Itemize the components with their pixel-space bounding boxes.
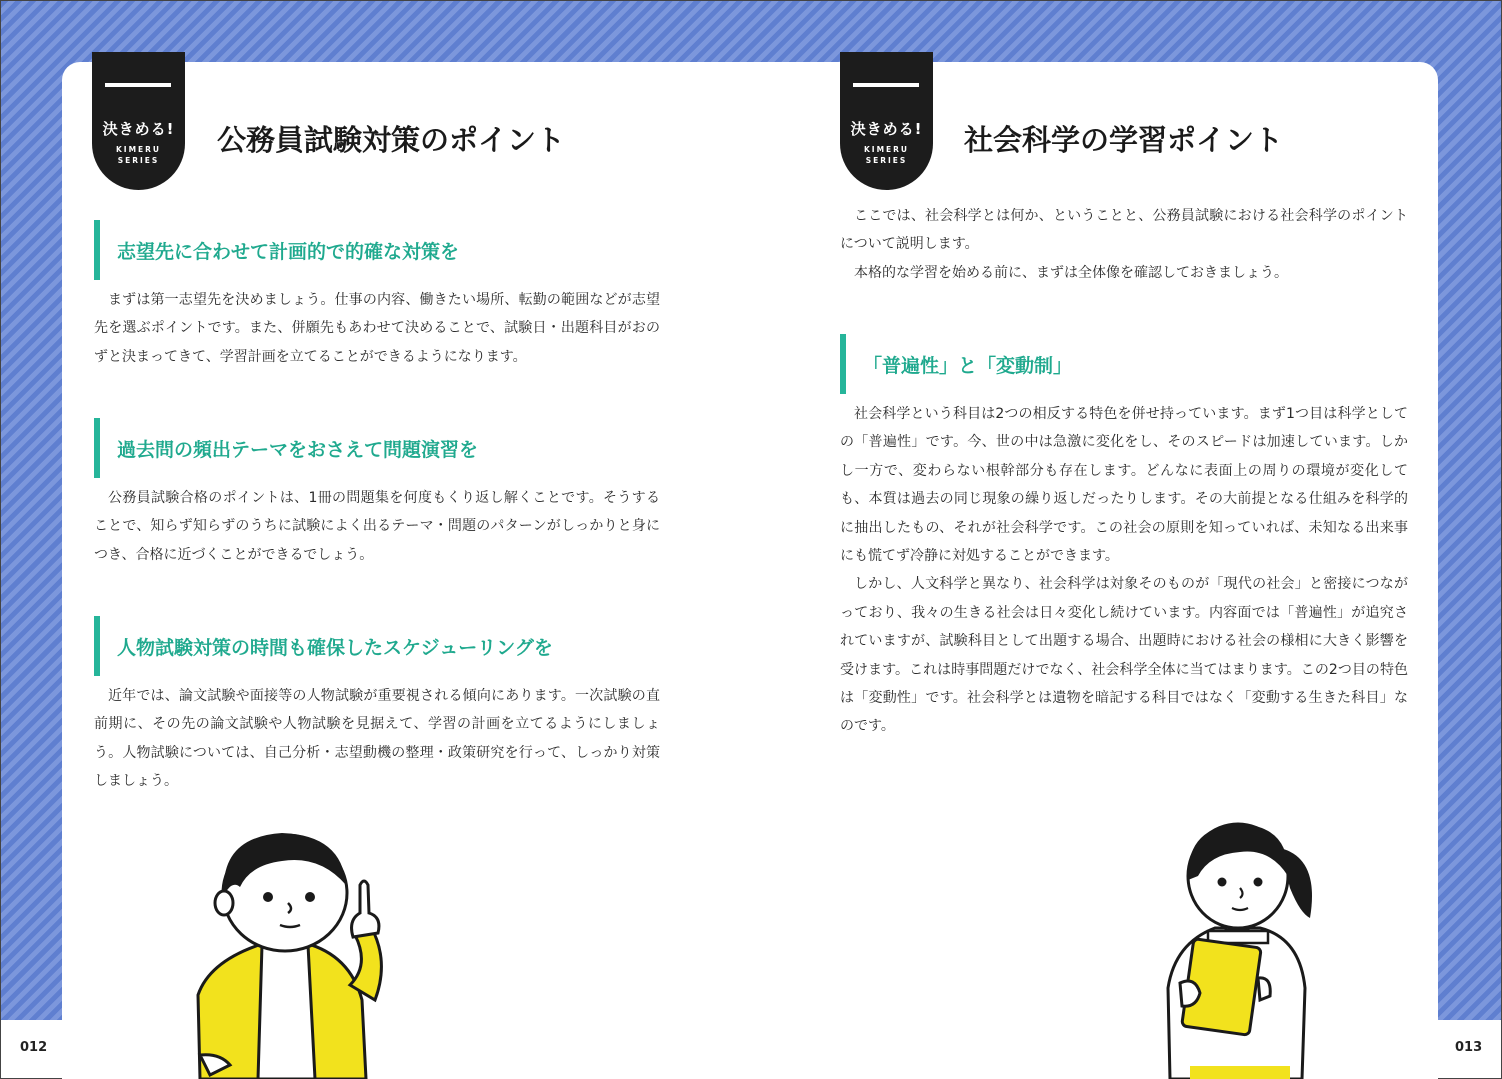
paragraph: 近年では、論文試験や面接等の人物試験が重要視される傾向にあります。一次試験の直前期に、その先の論文試験や人物試験を見据えて、学習の計画を立てるようにしましょう。人物試験については、自己分析・志望動機の整理・政策研究を行って、しっかり対策しましょう。	[94, 688, 660, 790]
kimeru-series-badge-right	[840, 52, 933, 190]
badge-series	[92, 144, 185, 166]
section-heading: 志望先に合わせて計画的で的確な対策を	[94, 220, 459, 280]
section-body	[94, 484, 660, 569]
paragraph: 公務員試験合格のポイントは、1冊の問題集を何度もくり返し解くことです。そうすることで、知らず知らずのうちに試験によく出るテーマ・問題のパターンがしっかりと身につき、合格に近づくことができるでしょう。	[94, 490, 660, 563]
section-heading: 過去問の頻出テーマをおさえて問題演習を	[94, 418, 478, 478]
badge-series-line1: KIMERU	[863, 145, 910, 154]
badge-series-line1: KIMERU	[115, 145, 162, 154]
badge-series-line2: SERIES	[117, 156, 160, 165]
paragraph: ここでは、社会科学とは何か、ということと、公務員試験における社会科学のポイントについて説明します。	[840, 208, 1408, 253]
paragraph: 社会科学という科目は2つの相反する特色を併せ持っています。まず1つ目は科学としての「普遍性」です。今、世の中は急激に変化をし、そのスピードは加速しています。しかし一方で、変わらない根幹部分も存在します。どんなに表面上の周りの環境が変化しても、本質は過去の同じ現象の繰り返しだったりします。その大前提となる仕組みを科学的に抽出したもの、それが社会科学です。この社会の原則を知っていれば、未知なる出来事にも慌てず冷静に対処することができます。	[840, 406, 1408, 565]
badge-series-line2: SERIES	[865, 156, 908, 165]
section-heading: 人物試験対策の時間も確保したスケジューリングを	[94, 616, 553, 676]
badge-bar	[853, 83, 919, 87]
page-number-right: 013	[1455, 1040, 1483, 1055]
section-body	[94, 286, 660, 371]
page-number-left: 012	[20, 1040, 48, 1055]
intro-text	[840, 202, 1408, 287]
badge-logo: 決きめる!	[102, 120, 175, 138]
man-pointing-illustration	[170, 825, 410, 1079]
badge-series	[840, 144, 933, 166]
badge-logo: 決きめる!	[850, 120, 923, 138]
section-heading: 「普遍性」と「変動制」	[840, 334, 1072, 394]
page-title-right: 社会科学の学習ポイント	[964, 123, 1284, 157]
section-body	[840, 400, 1408, 741]
kimeru-series-badge-left	[92, 52, 185, 190]
woman-tablet-illustration	[1160, 818, 1330, 1079]
page-title-left: 公務員試験対策のポイント	[217, 123, 566, 157]
badge-bar	[105, 83, 171, 87]
paragraph: 本格的な学習を始める前に、まずは全体像を確認しておきましょう。	[854, 264, 1288, 281]
paragraph: しかし、人文科学と異なり、社会科学は対象そのものが「現代の社会」と密接につながっており、我々の生きる社会は日々変化し続けています。内容面では「普遍性」が追究されていますが、試験科目として出題する場合、出題時における社会の様相に大きく影響を受けます。これは時事問題だけでなく、社会科学全体に当てはまります。この2つ目の特色は「変動性」です。社会科学とは遺物を暗記する科目ではなく「変動する生きた科目」なのです。	[840, 576, 1408, 735]
paragraph: まずは第一志望先を決めましょう。仕事の内容、働きたい場所、転勤の範囲などが志望先を選ぶポイントです。また、併願先もあわせて決めることで、試験日・出題科目がおのずと決まってきて、学習計画を立てることができるようになります。	[94, 292, 660, 365]
section-body	[94, 682, 660, 796]
